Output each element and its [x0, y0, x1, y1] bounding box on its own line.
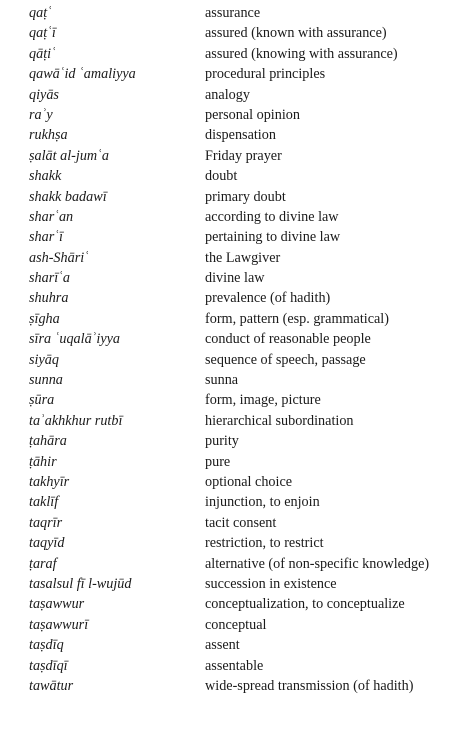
glossary-definition: sunna — [205, 372, 239, 389]
glossary-definition: form, image, picture — [205, 392, 321, 409]
glossary-term: qiyās — [29, 86, 59, 103]
glossary-row — [29, 513, 454, 533]
glossary-row — [29, 105, 454, 125]
glossary-definition: hierarchical subordination — [205, 412, 354, 429]
glossary-term: taʾakhkhur rutbī — [29, 412, 123, 429]
glossary-term: tawātur — [29, 677, 74, 694]
glossary-term: qawāʿid ʿamaliyya — [29, 66, 136, 83]
glossary-row — [29, 64, 454, 84]
glossary-definition: assent — [205, 637, 240, 654]
glossary-definition: pure — [205, 453, 231, 470]
glossary-definition: assurance — [205, 5, 261, 21]
glossary-term: taklīf — [29, 494, 59, 511]
glossary-definition: alternative (of non-specific knowledge) — [205, 555, 430, 572]
glossary-definition: optional choice — [205, 473, 293, 490]
glossary-row — [29, 676, 454, 696]
glossary-term: siyāq — [29, 351, 59, 368]
glossary-row — [29, 23, 454, 43]
glossary-row — [29, 554, 454, 574]
glossary-term: taṣawwur — [29, 596, 85, 613]
glossary-definition: the Lawgiver — [205, 249, 281, 266]
glossary-definition: conceptualization, to conceptualize — [205, 596, 405, 613]
glossary-term: ṭaraf — [29, 555, 57, 572]
glossary-term: rukhṣa — [29, 127, 68, 144]
glossary-definition: form, pattern (esp. grammatical) — [205, 310, 389, 327]
glossary-definition: tacit consent — [205, 514, 277, 531]
glossary-row — [29, 533, 454, 553]
glossary-row — [29, 370, 454, 390]
glossary-row — [29, 3, 454, 23]
glossary-term: sharīʿa — [29, 270, 70, 287]
glossary-term: ṭahāra — [29, 433, 67, 450]
glossary-definition: primary doubt — [205, 188, 286, 205]
glossary-definition: assured (knowing with assurance) — [205, 45, 398, 62]
glossary-definition: according to divine law — [205, 208, 339, 225]
glossary-term: takhyīr — [29, 473, 70, 490]
glossary-definition: analogy — [205, 86, 250, 103]
glossary-definition: assured (known with assurance) — [205, 25, 387, 42]
glossary-definition: restriction, to restrict — [205, 535, 324, 552]
glossary-definition: conceptual — [205, 616, 267, 633]
glossary-term: shakk — [29, 168, 62, 185]
glossary-definition: succession in existence — [205, 575, 337, 592]
glossary-row — [29, 166, 454, 186]
glossary-definition: pertaining to divine law — [205, 229, 341, 246]
glossary-term: taṣawwurī — [29, 616, 89, 633]
glossary-definition: procedural principles — [205, 66, 326, 83]
glossary-definition: dispensation — [205, 127, 276, 144]
glossary-definition: sequence of speech, passage — [205, 351, 366, 368]
glossary-definition: assentable — [205, 657, 264, 674]
glossary-row — [29, 615, 454, 635]
glossary-term: qaṭʿ — [29, 5, 52, 21]
glossary-term: qaṭʿī — [29, 25, 56, 42]
glossary-row — [29, 268, 454, 288]
glossary-term: shakk badawī — [29, 188, 107, 205]
glossary-row — [29, 656, 454, 676]
glossary-definition: conduct of reasonable people — [205, 331, 371, 348]
glossary-term: tasalsul fī l-wujūd — [29, 575, 132, 592]
glossary-term: ṣīgha — [29, 310, 60, 327]
glossary-definition: Friday prayer — [205, 147, 282, 164]
glossary-row — [29, 431, 454, 451]
glossary-row — [29, 411, 454, 431]
glossary-list — [29, 3, 454, 696]
glossary-term: shuhra — [29, 290, 69, 307]
glossary-row — [29, 472, 454, 492]
glossary-definition: divine law — [205, 270, 265, 287]
glossary-term: ṭāhir — [29, 453, 57, 470]
glossary-definition: doubt — [205, 168, 238, 185]
glossary-row — [29, 390, 454, 410]
glossary-definition: prevalence (of hadith) — [205, 290, 331, 307]
glossary-row — [29, 44, 454, 64]
glossary-row — [29, 227, 454, 247]
glossary-row — [29, 574, 454, 594]
glossary-term: sīra ʿuqalāʾiyya — [29, 331, 121, 348]
glossary-row — [29, 207, 454, 227]
glossary-definition: personal opinion — [205, 106, 300, 123]
glossary-term: sunna — [29, 372, 63, 389]
glossary-term: ṣalāt al-jumʿa — [29, 147, 109, 164]
glossary-row — [29, 492, 454, 512]
glossary-row — [29, 350, 454, 370]
glossary-row — [29, 452, 454, 472]
glossary-term: ṣūra — [29, 392, 55, 409]
glossary-definition: wide-spread transmission (of hadith) — [205, 677, 414, 694]
glossary-term: taṣdīqī — [29, 657, 68, 674]
glossary-row — [29, 635, 454, 655]
glossary-term: sharʿī — [29, 229, 63, 246]
glossary-row — [29, 187, 454, 207]
glossary-term: taqrīr — [29, 514, 63, 531]
glossary-row — [29, 594, 454, 614]
glossary-term: sharʿan — [29, 208, 74, 225]
glossary-definition: injunction, to enjoin — [205, 494, 320, 511]
glossary-row — [29, 248, 454, 268]
glossary-term: taqyīd — [29, 535, 65, 552]
glossary-row — [29, 125, 454, 145]
glossary-row — [29, 85, 454, 105]
glossary-row — [29, 329, 454, 349]
glossary-term: qāṭiʿ — [29, 45, 56, 62]
glossary-row — [29, 309, 454, 329]
glossary-term: taṣdīq — [29, 637, 64, 654]
glossary-definition: purity — [205, 433, 239, 450]
glossary-term: raʾy — [29, 106, 53, 123]
glossary-term: ash-Shāriʿ — [29, 249, 89, 266]
glossary-row — [29, 288, 454, 308]
glossary-row — [29, 146, 454, 166]
